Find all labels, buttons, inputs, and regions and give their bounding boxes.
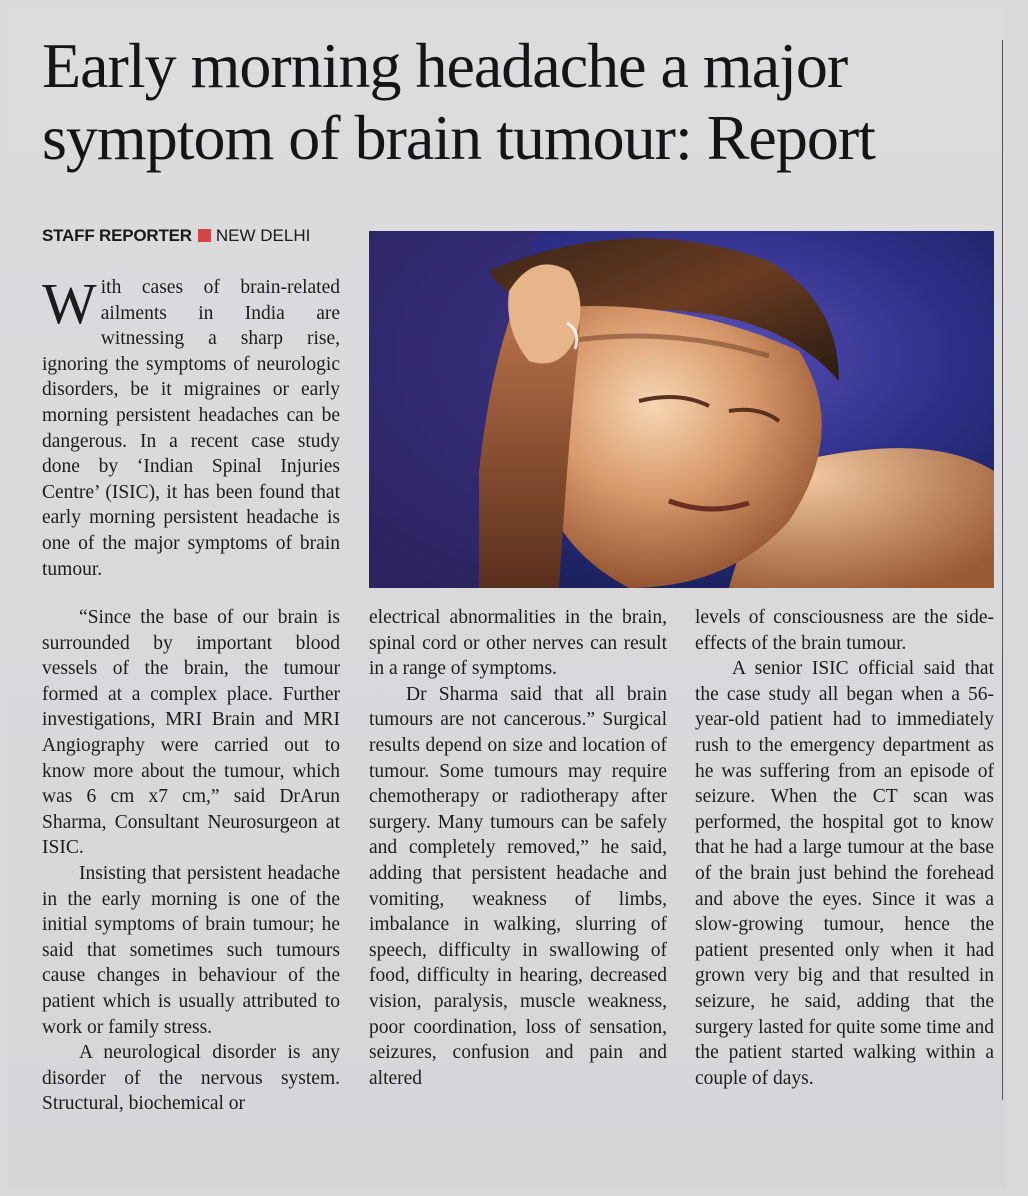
paragraph: Dr Sharma said that all brain tumours are not cancerous.” Surgical results depend on size and location of tumour. Some tumours may require chemotherapy or radiotherapy after surgery. Many tumours can be safely and completely removed,” he said, adding that persistent headache and vomiting, weakness of limbs, imbalance in walking, slurring of speech, difficulty in swallowing of food, difficulty in hearing, decreased vision, paralysis, muscle weakness, poor coordination, loss of sensation, seizures, confusion and pain and altered [369,683,667,1089]
lead-paragraph [42,271,340,582]
drop-cap: W [42,271,97,336]
article-column-2 [369,605,667,1091]
byline-reporter: STAFF REPORTER [42,226,192,245]
byline [42,226,310,246]
paragraph: “Since the base of our brain is surrounded by important blood vessels of the brain, the tumour formed at a complex place. Further investigations, MRI Brain and MRI Angiography were carried out to know more about the tumour, which was 6 cm x7 cm,” said DrArun Sharma, Consultant Neurosurgeon at ISIC. [42,607,340,859]
byline-location: NEW DELHI [215,226,311,245]
paragraph-continued: electrical abnormalities in the brain, spinal cord or other nerves can result in a range of symptoms. [369,607,667,680]
article-column-3 [695,605,994,1091]
headline: Early morning headache a major symptom of brain tumour: Report [42,30,875,173]
paragraph: A neurological disorder is any disorder of the nervous system. Structural, biochemical or [42,1042,340,1115]
red-square-icon [198,229,211,242]
article-column-1-lead [42,271,340,582]
article-column-1 [42,605,340,1117]
headache-photo-illustration [369,231,994,588]
paragraph-continued: levels of consciousness are the side-effects of the brain tumour. [695,607,994,654]
column-rule [1002,40,1003,1100]
lead-text: ith cases of brain-related ailments in India are witnessing a sharp rise, ignoring the symptoms of neurologic disorders, be it migraines or early morning persistent headaches can be dangerous. In a recent case study done by ‘Indian Spinal Injuries Centre’ (ISIC), it has been found that early morning persistent headache is one of the major symptoms of brain tumour. [42,277,340,580]
headache-photo [369,231,994,588]
paragraph: A senior ISIC official said that the case study all began when a 56-year-old patient had to immediately rush to the emergency department as he was suffering from an episode of seizure. When the CT scan was performed, the hospital got to know that he had a large tumour at the base of the brain just behind the forehead and above the eyes. Since it was a slow-growing tumour, hence the patient presented only when it had grown very big and that resulted in seizure, he said, adding that the surgery lasted for quite some time and the patient started walking within a couple of days. [695,658,994,1089]
paragraph: Insisting that persistent headache in the early morning is one of the initial symptoms of brain tumour; he said that sometimes such tumours cause changes in behaviour of the patient which is usually attributed to work or family stress. [42,862,340,1038]
